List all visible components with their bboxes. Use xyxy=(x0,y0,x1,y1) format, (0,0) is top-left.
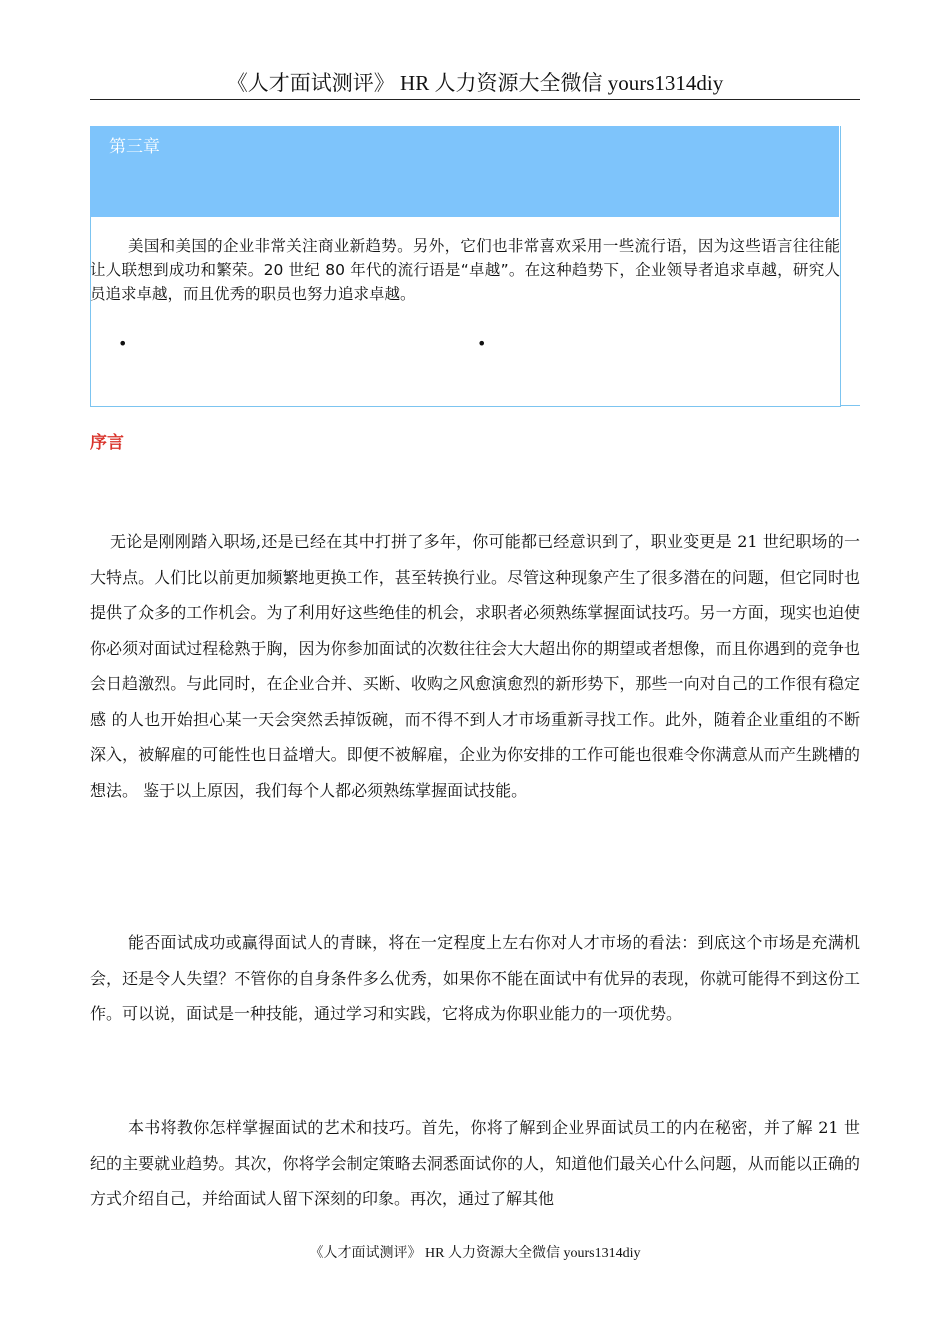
section-title: 序言 xyxy=(90,433,124,453)
chapter-box xyxy=(90,126,841,407)
chapter-title: 第三章 xyxy=(109,137,160,157)
body-paragraph: 能否面试成功或赢得面试人的青睐，将在一定程度上左右你对人才市场的看法：到底这个市场是充满机会，还是令人失望？不管你的自身条件多么优秀，如果你不能在面试中有优异的表现，你就可能得不到这份工作。可以说，面试是一种技能，通过学习和实践，它将成为你职业能力的一项优势。 xyxy=(90,933,860,1023)
chapter-banner xyxy=(90,126,839,217)
body-paragraph: 无论是刚刚踏入职场,还是已经在其中打拼了多年，你可能都已经意识到了，职业变更是 21 世纪职场的一大特点。人们比以前更加频繁地更换工作，甚至转换行业。尽管这种现象产生了很多潜在的问题，但它同时也提供了众多的工作机会。为了利用好这些绝佳的机会，求职者必须熟练掌握面试技巧。另一方面，现实也迫使你必须对面试过程稔熟于胸，因为你参加面试的次数往往会大大超出你的期望或者想像，而且你遇到的竞争也会日趋激烈。与此同时，在企业合并、买断、收购之风愈演愈烈的新形势下，那些一向对自己的工作很有稳定感 的人也开始担心某一天会突然丢掉饭碗，而不得不到人才市场重新寻找工作。此外，随着企业重组的不断深入，被解雇的可能性也日益增大。即便不被解雇，企业为你安排的工作可能也很难令你满意从而产生跳槽的想法。 鉴于以上原因，我们每个人都必须熟练掌握面试技能。 xyxy=(90,532,860,800)
chapter-intro-text: 美国和美国的企业非常关注商业新趋势。另外，它们也非常喜欢采用一些流行语，因为这些语言往往能让人联想到成功和繁荣。20 世纪 80 年代的流行语是“卓越”。在这种趋势下，企业领导者追求卓越，研究人员追求卓越，而且优秀的职员也努力追求卓越。 xyxy=(90,237,840,303)
page-header: 《人才面试测评》 HR 人力资源大全微信 yours1314diy xyxy=(226,71,724,95)
bullet-point: • xyxy=(477,334,487,353)
page-footer: 《人才面试测评》 HR 人力资源大全微信 yours1314diy xyxy=(309,1246,641,1261)
body-paragraph: 本书将教你怎样掌握面试的艺术和技巧。首先，你将了解到企业界面试员工的内在秘密，并了解 21 世纪的主要就业趋势。其次，你将学会制定策略去洞悉面试你的人，知道他们最关心什么问题，从而能以正确的方式介绍自己，并给面试人留下深刻的印象。再次，通过了解其他 xyxy=(90,1118,860,1208)
bullet-point: • xyxy=(118,334,128,353)
header-divider xyxy=(90,99,860,100)
chapter-box-bottom-border xyxy=(840,405,860,406)
